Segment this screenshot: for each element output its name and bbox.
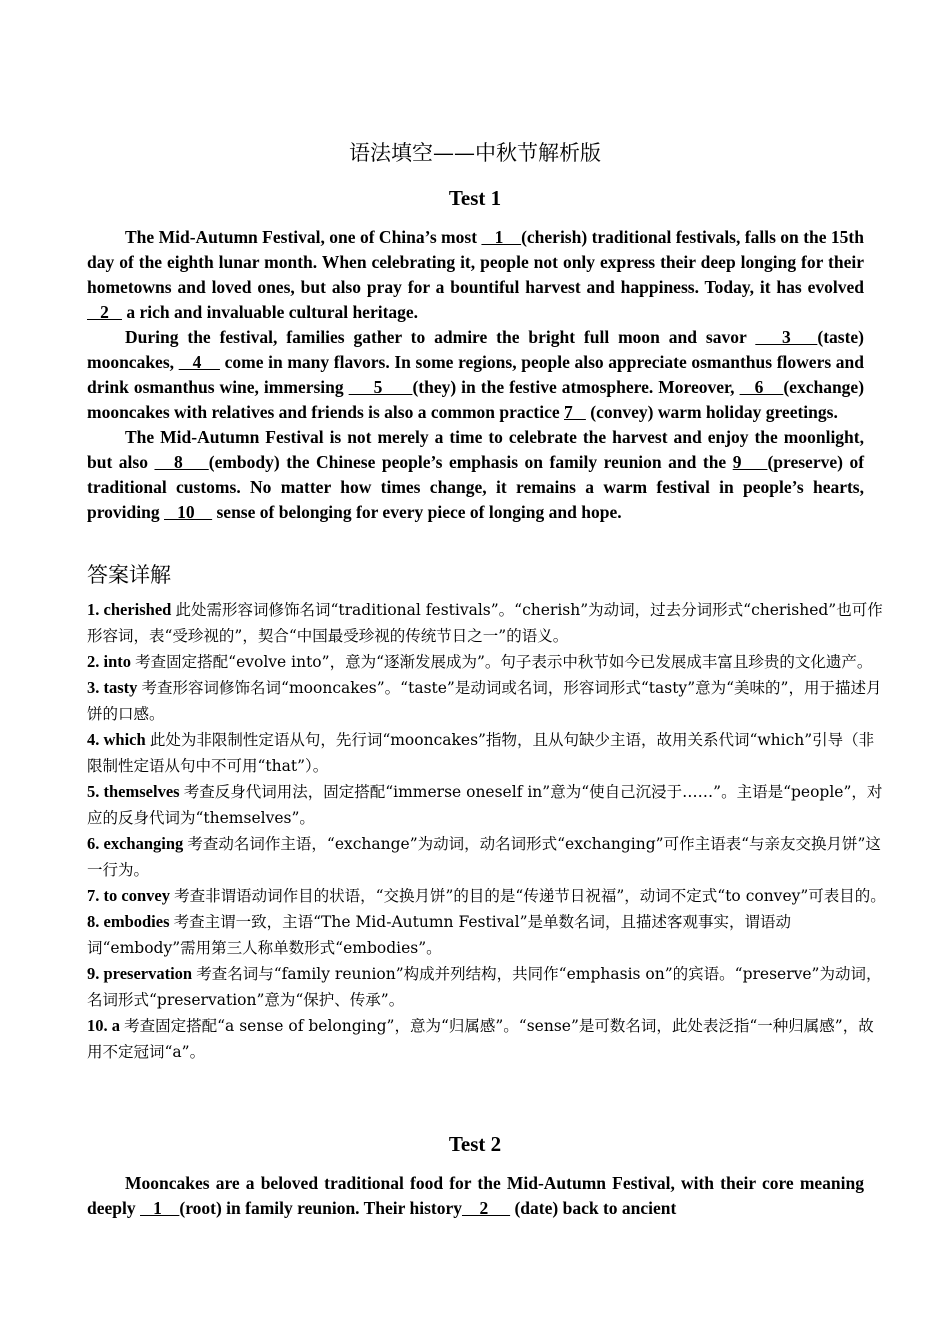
answer-number: 7. bbox=[87, 886, 100, 905]
passage-text: Mooncakes are a beloved traditional food for the Mid-Autumn Festival, with their core meaning deeply bbox=[87, 1173, 864, 1218]
answer-blank: 4 bbox=[178, 352, 220, 372]
answer-number: 9. bbox=[87, 964, 100, 983]
test1-paragraph bbox=[87, 325, 864, 425]
answer-item bbox=[87, 779, 887, 831]
answer-number: 10. bbox=[87, 1016, 108, 1035]
answer-word: preservation bbox=[103, 964, 193, 983]
answer-item bbox=[87, 909, 887, 961]
answer-blank: 3 bbox=[755, 327, 818, 347]
answer-item bbox=[87, 831, 887, 883]
answers-heading: 答案详解 bbox=[87, 563, 171, 587]
answer-blank: 7 bbox=[564, 402, 586, 422]
answer-word: which bbox=[103, 730, 146, 749]
answer-word: into bbox=[103, 652, 132, 671]
test2-heading: Test 2 bbox=[448, 1132, 502, 1156]
answer-explanation: 考查动名词作主语，“exchange”为动词，动名词形式“exchanging”可作主语表“与亲友交换月饼”这一行为。 bbox=[87, 835, 881, 879]
passage-text: (cherish) traditional festivals, falls on the 15th day of the eighth lunar month. When celebrating it, people not only express their deep longing for their hometowns and loved ones, but also pray for a bountiful harvest and happiness. Today, it has evolved bbox=[87, 227, 864, 297]
answer-word: cherished bbox=[103, 600, 172, 619]
answer-word: embodies bbox=[103, 912, 170, 931]
test2-paragraph bbox=[87, 1171, 864, 1221]
answer-blank: 2 bbox=[461, 1198, 511, 1218]
answer-item bbox=[87, 1013, 887, 1065]
answer-blank: 1 bbox=[481, 227, 522, 247]
passage-text: come in many flavors. In some regions, people also appreciate osmanthus flowers and drink osmanthus wine, immersing bbox=[87, 352, 865, 397]
test2-passage bbox=[87, 1171, 864, 1221]
answer-blank: 9 bbox=[732, 452, 768, 472]
answer-blank: 8 bbox=[154, 452, 209, 472]
answers-list bbox=[87, 597, 887, 1065]
passage-text: (exchange) mooncakes with relatives and friends is also a common practice bbox=[87, 377, 865, 422]
answer-word: themselves bbox=[103, 782, 180, 801]
passage-text: (root) in family reunion. Their history bbox=[179, 1198, 462, 1218]
passage-text: a rich and invaluable cultural heritage. bbox=[122, 302, 419, 322]
answer-item bbox=[87, 675, 887, 727]
answer-blank: 6 bbox=[739, 377, 784, 397]
answer-explanation: 此处为非限制性定语从句，先行词“mooncakes”指物，且从句缺少主语，故用关系代词“which”引导（非限制性定语从句中不可用“that”）。 bbox=[87, 731, 875, 775]
answer-number: 6. bbox=[87, 834, 100, 853]
answer-number: 4. bbox=[87, 730, 100, 749]
passage-text: (they) in the festive atmosphere. Moreover, bbox=[412, 377, 740, 397]
answer-blank: 10 bbox=[164, 502, 213, 522]
passage-text: (embody) the Chinese people’s emphasis on family reunion and the bbox=[208, 452, 733, 472]
passage-text: (date) back to ancient bbox=[510, 1198, 677, 1218]
document-title: 语法填空——中秋节解析版 bbox=[349, 141, 601, 165]
answer-explanation: 考查主谓一致，主语“The Mid-Autumn Festival”是单数名词，且描述客观事实，谓语动词“embody”需用第三人称单数形式“embodies”。 bbox=[87, 913, 792, 957]
answer-number: 3. bbox=[87, 678, 100, 697]
answer-explanation: 考查名词与“family reunion”构成并列结构，共同作“emphasis on”的宾语。“preserve”为动词，名词形式“preservation”意为“保护、传承”。 bbox=[87, 965, 882, 1009]
answer-explanation: 考查反身代词用法，固定搭配“immerse oneself in”意为“使自己沉浸于……”。主语是“people”，对应的反身代词为“themselves”。 bbox=[87, 783, 883, 827]
answer-word: exchanging bbox=[103, 834, 184, 853]
passage-text: (preserve) of traditional customs. No matter how times change, it remains a warm festival in people’s hearts, providing bbox=[87, 452, 865, 522]
passage-text: The Mid-Autumn Festival, one of China’s most bbox=[125, 227, 482, 247]
answer-number: 1. bbox=[87, 600, 100, 619]
passage-text: During the festival, families gather to admire the bright full moon and savor bbox=[125, 327, 756, 347]
answer-item bbox=[87, 961, 887, 1013]
answer-word: to convey bbox=[103, 886, 170, 905]
answer-item bbox=[87, 597, 887, 649]
passage-text: (convey) warm holiday greetings. bbox=[585, 402, 838, 422]
answer-explanation: 考查形容词修饰名词“mooncakes”。“taste”是动词或名词，形容词形式“tasty”意为“美味的”，用于描述月饼的口感。 bbox=[87, 679, 882, 723]
passage-text: sense of belonging for every piece of longing and hope. bbox=[212, 502, 622, 522]
answer-number: 8. bbox=[87, 912, 100, 931]
answer-explanation: 此处需形容词修饰名词“traditional festivals”。“cherish”为动词，过去分词形式“cherished”也可作形容词，表“受珍视的”，契合“中国最受珍视的传统节日之一”的语义。 bbox=[87, 601, 883, 645]
answer-blank: 5 bbox=[348, 377, 413, 397]
answer-explanation: 考查非谓语动词作目的状语，“交换月饼”的目的是“传递节日祝福”，动词不定式“to convey”可表目的。 bbox=[174, 887, 886, 905]
answer-explanation: 考查固定搭配“evolve into”，意为“逐渐发展成为”。句子表示中秋节如今已发展成丰富且珍贵的文化遗产。 bbox=[135, 653, 873, 671]
test1-passage bbox=[87, 225, 864, 525]
answer-number: 5. bbox=[87, 782, 100, 801]
answer-item bbox=[87, 883, 887, 909]
answer-item bbox=[87, 649, 887, 675]
answer-word: tasty bbox=[103, 678, 138, 697]
test1-heading: Test 1 bbox=[448, 186, 502, 210]
answer-explanation: 考查固定搭配“a sense of belonging”，意为“归属感”。“sense”是可数名词，此处表泛指“一种归属感”，故用不定冠词“a”。 bbox=[87, 1017, 874, 1061]
test1-paragraph bbox=[87, 225, 864, 325]
answer-blank: 2 bbox=[87, 302, 122, 322]
answer-number: 2. bbox=[87, 652, 100, 671]
passage-text: The Mid-Autumn Festival is not merely a time to celebrate the harvest and enjoy the moonlight, but also bbox=[87, 427, 864, 472]
answer-word: a bbox=[111, 1016, 120, 1035]
answer-blank: 1 bbox=[140, 1198, 180, 1218]
answer-item bbox=[87, 727, 887, 779]
test1-paragraph bbox=[87, 425, 864, 525]
passage-text: (taste) mooncakes, bbox=[87, 327, 865, 372]
